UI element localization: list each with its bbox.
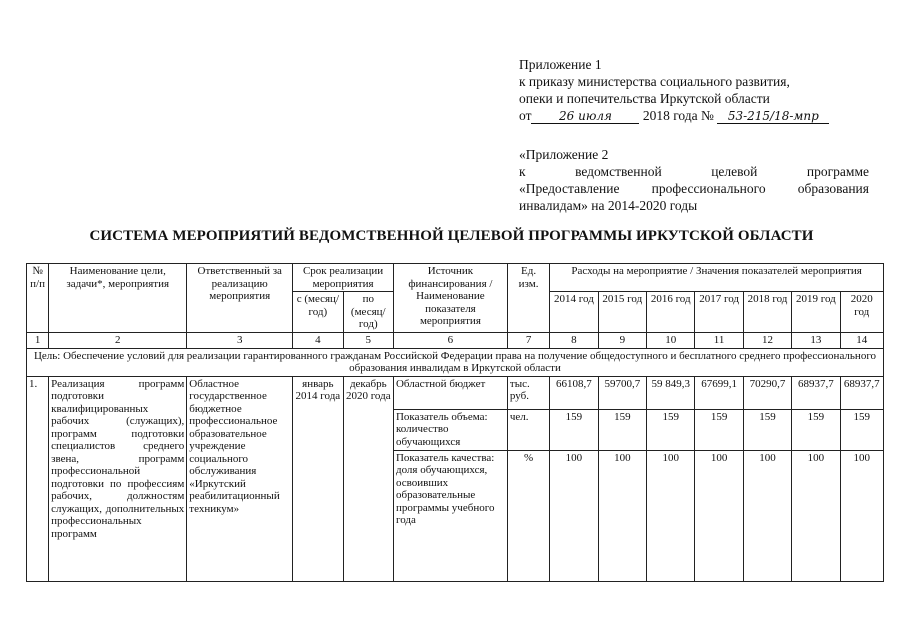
header-source: Источник финансирования / Наименование показателя мероприятия <box>393 264 507 333</box>
row-value: 100 <box>550 450 598 581</box>
row-value: 159 <box>792 409 840 450</box>
row-value: 100 <box>695 450 743 581</box>
row-value: 100 <box>647 450 695 581</box>
header-name: Наименование цели, задачи*, мероприятия <box>49 264 187 333</box>
handwritten-date: 26 июля <box>531 110 639 124</box>
header-year: 2016 год <box>647 292 695 333</box>
header-expenses: Расходы на мероприятие / Значения показателей мероприятия <box>550 264 884 292</box>
activity-name: Реализация программ подготовки квалифицированных рабочих (служащих), программ подготовки специалистов среднего звена, программ профессиональной подготовки по профессиям рабочих, должностям служащих, дополнительных профессиональных программ <box>49 376 187 581</box>
column-number: 6 <box>393 332 507 348</box>
column-number: 12 <box>743 332 791 348</box>
goal-text: Цель: Обеспечение условий для реализации гарантированного гражданам Российской Федерации права на получение общедоступного и бесплатного среднего профессионального образования инвалидам в Иркутской области <box>27 348 884 376</box>
header-responsible: Ответственный за реализацию мероприятия <box>187 264 293 333</box>
header-to: по (месяц/ год) <box>343 292 393 333</box>
row-value: 67699,1 <box>695 376 743 409</box>
row-source: Областной бюджет <box>393 376 507 409</box>
column-number: 4 <box>293 332 343 348</box>
header-year: 2019 год <box>792 292 840 333</box>
activity-row-budget <box>27 376 884 409</box>
appendix-2-header <box>519 146 869 214</box>
column-number: 7 <box>507 332 549 348</box>
row-value: 100 <box>743 450 791 581</box>
row-value: 159 <box>598 409 646 450</box>
activity-responsible: Областное государственное бюджетное профессиональное образовательное учреждение социального обслуживания «Иркутский реабилитационный техникум» <box>187 376 293 581</box>
handwritten-order-number: 53-215/18-мпр <box>717 110 829 124</box>
column-number-row <box>27 332 884 348</box>
activity-to: декабрь 2020 года <box>343 376 393 581</box>
column-number: 1 <box>27 332 49 348</box>
row-value: 68937,7 <box>792 376 840 409</box>
activity-no: 1. <box>27 376 49 581</box>
header-year: 2018 год <box>743 292 791 333</box>
header-no: № п/п <box>27 264 49 333</box>
row-value: 100 <box>840 450 883 581</box>
row-value: 100 <box>598 450 646 581</box>
appendix-1-title: Приложение 1 <box>519 57 602 72</box>
header-from: с (месяц/ год) <box>293 292 343 333</box>
row-source: Показатель качества: доля обучающихся, освоивших образовательные программы учебного года <box>393 450 507 581</box>
row-value: 100 <box>792 450 840 581</box>
document-title: СИСТЕМА МЕРОПРИЯТИЙ ВЕДОМСТВЕННОЙ ЦЕЛЕВОЙ ПРОГРАММЫ ИРКУТСКОЙ ОБЛАСТИ <box>89 228 814 244</box>
column-number: 2 <box>49 332 187 348</box>
appendix-1-date-line <box>519 107 869 124</box>
header-year: 2020 год <box>840 292 883 333</box>
row-value: 159 <box>550 409 598 450</box>
row-value: 59700,7 <box>598 376 646 409</box>
appendix-2-line-3: инвалидам» на 2014-2020 годы <box>519 198 698 213</box>
header-year: 2015 год <box>598 292 646 333</box>
column-number: 13 <box>792 332 840 348</box>
year-text: 2018 года № <box>642 108 714 123</box>
date-prefix: от <box>519 108 532 123</box>
column-number: 10 <box>647 332 695 348</box>
header-period: Срок реализации мероприятия <box>293 264 394 292</box>
column-number: 8 <box>550 332 598 348</box>
row-unit: чел. <box>507 409 549 450</box>
row-value: 68937,7 <box>840 376 883 409</box>
header-year: 2017 год <box>695 292 743 333</box>
row-unit: тыс. руб. <box>507 376 549 409</box>
column-number: 9 <box>598 332 646 348</box>
column-number: 3 <box>187 332 293 348</box>
row-value: 159 <box>743 409 791 450</box>
activities-table <box>26 263 884 582</box>
appendix-2-line-2: «Предоставление профессионального образования <box>519 181 869 196</box>
column-number: 14 <box>840 332 883 348</box>
appendix-2-line-1: к ведомственной целевой программе <box>519 164 869 179</box>
column-number: 5 <box>343 332 393 348</box>
goal-row <box>27 348 884 376</box>
column-number: 11 <box>695 332 743 348</box>
appendix-2-title: «Приложение 2 <box>519 147 609 162</box>
appendix-1-header <box>519 56 869 124</box>
row-value: 159 <box>695 409 743 450</box>
header-unit: Ед. изм. <box>507 264 549 333</box>
header-row-1 <box>27 264 884 292</box>
appendix-1-line-1: к приказу министерства социального развития, <box>519 74 790 89</box>
row-source: Показатель объема: количество обучающихся <box>393 409 507 450</box>
row-value: 59 849,3 <box>647 376 695 409</box>
row-value: 66108,7 <box>550 376 598 409</box>
header-year: 2014 год <box>550 292 598 333</box>
row-value: 159 <box>840 409 883 450</box>
row-value: 70290,7 <box>743 376 791 409</box>
row-unit: % <box>507 450 549 581</box>
appendix-1-line-2: опеки и попечительства Иркутской области <box>519 91 770 106</box>
activity-from: январь 2014 года <box>293 376 343 581</box>
row-value: 159 <box>647 409 695 450</box>
